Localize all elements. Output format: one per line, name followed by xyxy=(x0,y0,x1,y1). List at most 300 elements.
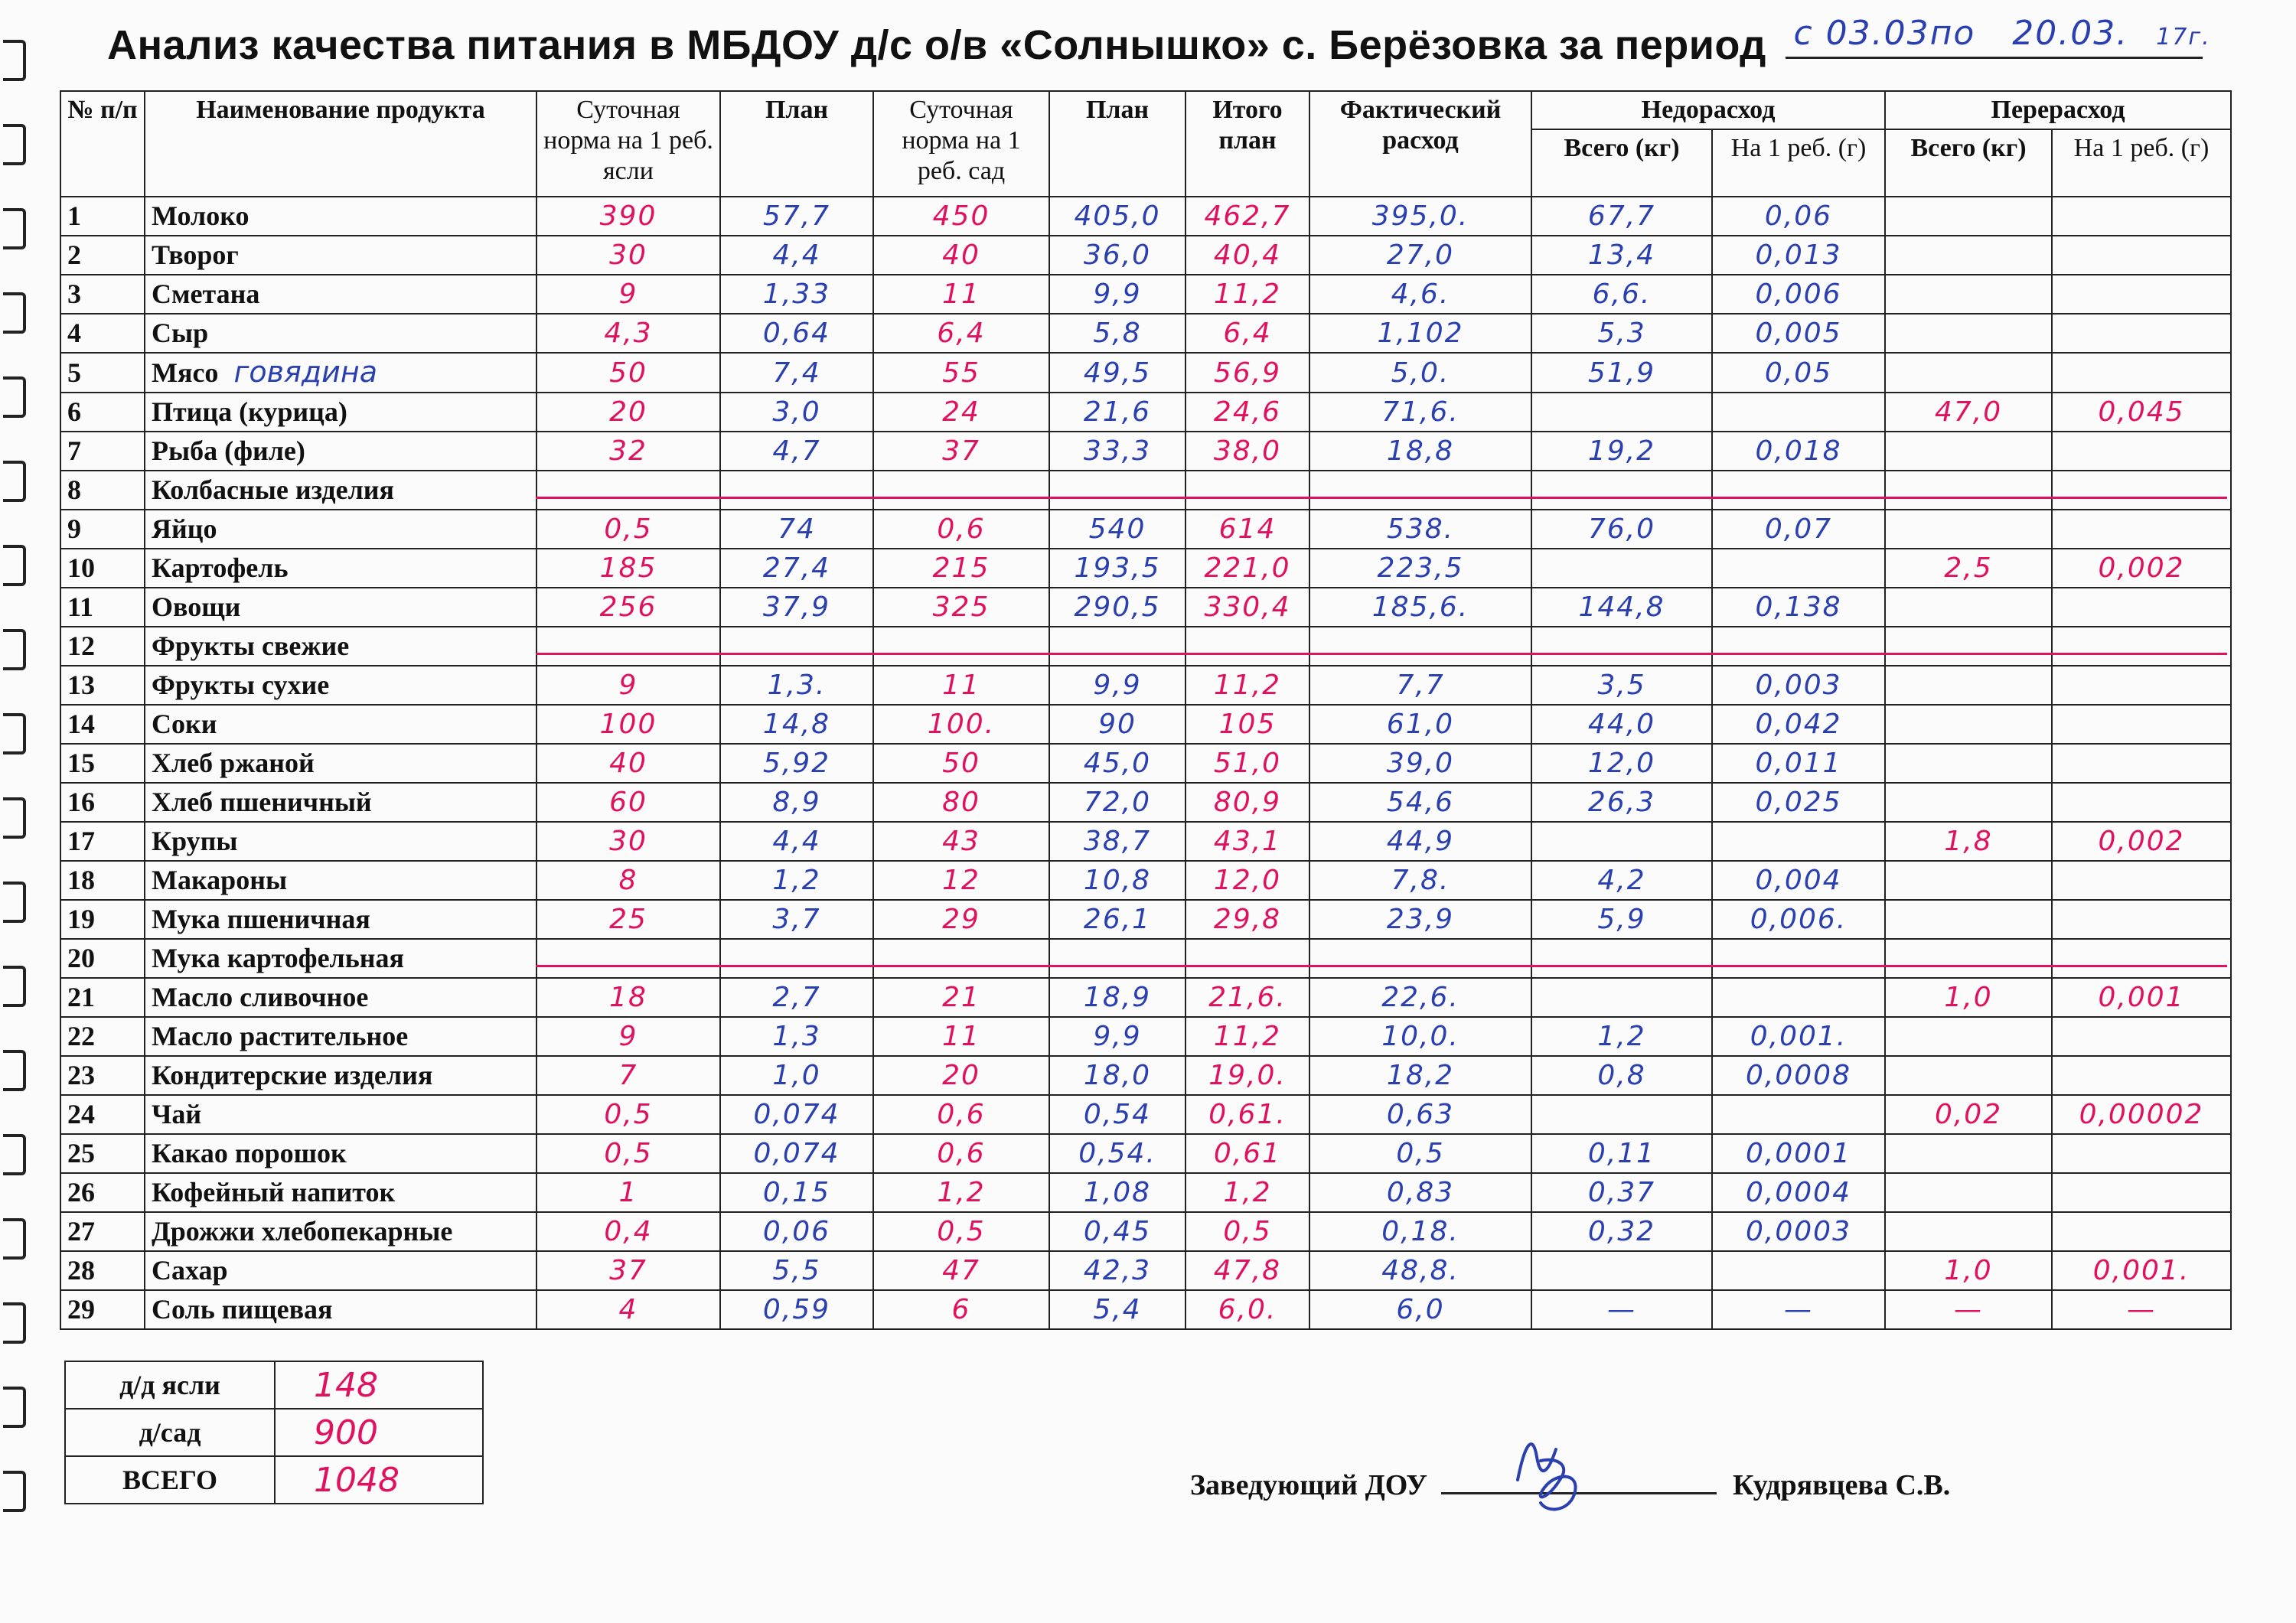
under-per-child-cell-text: — xyxy=(1784,1294,1813,1325)
product-name xyxy=(145,783,536,822)
product-name-text: Мука картофельная xyxy=(152,943,404,973)
plan-yasli-cell xyxy=(720,353,873,393)
row-number xyxy=(60,939,145,978)
over-total-cell xyxy=(1885,1017,2052,1056)
over-total-cell-text: — xyxy=(1954,1294,1984,1325)
plan-yasli-cell-text: 8,9 xyxy=(772,787,821,818)
under-total-cell-text: 1,2 xyxy=(1597,1021,1646,1052)
product-name-text: Масло растительное xyxy=(152,1021,409,1051)
header-underuse: Недорасход xyxy=(1531,91,1885,129)
actual-cell xyxy=(1309,1212,1531,1251)
actual-cell-text: 1,102 xyxy=(1377,318,1464,349)
norm-sad-cell xyxy=(873,744,1049,783)
norm-sad-cell-text: 11 xyxy=(942,279,980,310)
total-plan-cell xyxy=(1186,783,1309,822)
total-plan-cell xyxy=(1186,900,1309,939)
table-row xyxy=(60,588,2231,627)
under-total-cell-text: 5,3 xyxy=(1597,318,1646,349)
norm-yasli-cell xyxy=(536,900,720,939)
plan-yasli-cell xyxy=(720,236,873,275)
row-number xyxy=(60,1095,145,1134)
actual-cell xyxy=(1309,627,1531,666)
under-per-child-cell xyxy=(1712,549,1885,588)
norm-yasli-cell-text: 37 xyxy=(609,1255,647,1286)
norm-yasli-cell xyxy=(536,353,720,393)
plan-yasli-cell xyxy=(720,314,873,353)
plan-sad-cell-text: 21,6 xyxy=(1083,396,1152,428)
over-per-child-cell xyxy=(2052,1056,2231,1095)
row-number-text: 20 xyxy=(67,943,95,973)
total-plan-cell xyxy=(1186,744,1309,783)
plan-yasli-cell xyxy=(720,705,873,744)
plan-yasli-cell xyxy=(720,1095,873,1134)
total-plan-cell-text: 47,8 xyxy=(1213,1255,1282,1286)
norm-yasli-cell xyxy=(536,978,720,1017)
plan-sad-cell-text: 18,0 xyxy=(1083,1060,1152,1091)
plan-sad-cell xyxy=(1049,1095,1186,1134)
total-plan-cell-text: 19,0. xyxy=(1208,1060,1287,1091)
plan-yasli-cell xyxy=(720,1056,873,1095)
plan-sad-cell xyxy=(1049,744,1186,783)
under-per-child-cell xyxy=(1712,705,1885,744)
strike-line xyxy=(536,965,2227,967)
total-plan-cell xyxy=(1186,549,1309,588)
plan-yasli-cell-text: 27,4 xyxy=(762,552,831,584)
under-total-cell-text: 5,9 xyxy=(1597,904,1646,935)
under-total-cell-text: 12,0 xyxy=(1587,748,1656,779)
over-total-cell xyxy=(1885,900,2052,939)
total-plan-cell xyxy=(1186,1173,1309,1212)
under-per-child-cell xyxy=(1712,861,1885,900)
norm-yasli-cell xyxy=(536,510,720,549)
product-name xyxy=(145,978,536,1017)
binding-ring xyxy=(3,1302,26,1344)
under-per-child-cell xyxy=(1712,197,1885,236)
norm-yasli-cell xyxy=(536,1173,720,1212)
under-per-child-cell xyxy=(1712,900,1885,939)
norm-yasli-cell-text: 185 xyxy=(599,552,657,584)
plan-sad-cell-text: 9,9 xyxy=(1093,1021,1142,1052)
product-name-text: Фрукты свежие xyxy=(152,631,350,661)
product-name-text: Соки xyxy=(152,709,217,739)
norm-yasli-cell xyxy=(536,1212,720,1251)
plan-yasli-cell-text: 4,4 xyxy=(772,826,821,857)
plan-yasli-cell-text: 1,2 xyxy=(772,865,821,896)
norm-yasli-cell-text: 0,5 xyxy=(604,513,653,545)
plan-sad-cell-text: 38,7 xyxy=(1083,826,1152,857)
header-product: Наименование продукта xyxy=(145,91,536,197)
over-total-cell xyxy=(1885,822,2052,861)
row-number xyxy=(60,1290,145,1329)
under-total-cell xyxy=(1531,627,1712,666)
plan-yasli-cell xyxy=(720,471,873,510)
table-row xyxy=(60,978,2231,1017)
norm-sad-cell xyxy=(873,471,1049,510)
row-number-text: 10 xyxy=(67,552,95,583)
table-row xyxy=(60,744,2231,783)
product-name xyxy=(145,275,536,314)
children-summary xyxy=(64,1361,484,1504)
table-row xyxy=(60,1056,2231,1095)
norm-sad-cell-text: 55 xyxy=(942,357,980,389)
actual-cell xyxy=(1309,1017,1531,1056)
plan-yasli-cell-text: 1,0 xyxy=(772,1060,821,1091)
over-total-cell xyxy=(1885,705,2052,744)
under-total-cell xyxy=(1531,1017,1712,1056)
plan-sad-cell xyxy=(1049,549,1186,588)
actual-cell-text: 395,0. xyxy=(1371,200,1469,232)
under-per-child-cell xyxy=(1712,432,1885,471)
over-per-child-cell xyxy=(2052,1017,2231,1056)
norm-sad-cell xyxy=(873,549,1049,588)
over-total-cell xyxy=(1885,783,2052,822)
plan-sad-cell-text: 72,0 xyxy=(1083,787,1152,818)
under-total-cell xyxy=(1531,1212,1712,1251)
norm-yasli-cell-text: 18 xyxy=(609,982,647,1013)
over-per-child-cell xyxy=(2052,1134,2231,1173)
row-number xyxy=(60,314,145,353)
norm-sad-cell-text: 37 xyxy=(942,435,980,467)
norm-sad-cell-text: 29 xyxy=(942,904,980,935)
plan-sad-cell xyxy=(1049,627,1186,666)
binding-ring xyxy=(3,797,26,839)
actual-cell-text: 27,0 xyxy=(1386,240,1455,271)
norm-sad-cell-text: 12 xyxy=(942,865,980,896)
actual-cell xyxy=(1309,1056,1531,1095)
plan-yasli-cell xyxy=(720,432,873,471)
norm-sad-cell xyxy=(873,1290,1049,1329)
row-number xyxy=(60,236,145,275)
binding-ring xyxy=(3,1218,26,1260)
product-name xyxy=(145,822,536,861)
binding-ring xyxy=(3,40,26,81)
plan-sad-cell xyxy=(1049,197,1186,236)
row-number-text: 15 xyxy=(67,748,95,778)
norm-sad-cell xyxy=(873,353,1049,393)
plan-yasli-cell-text: 5,92 xyxy=(762,748,831,779)
table-row xyxy=(60,666,2231,705)
norm-sad-cell xyxy=(873,197,1049,236)
under-total-cell-text: 144,8 xyxy=(1578,592,1665,623)
product-name xyxy=(145,1173,536,1212)
total-plan-cell xyxy=(1186,1134,1309,1173)
actual-cell-text: 5,0. xyxy=(1391,357,1450,389)
norm-yasli-cell-text: 50 xyxy=(609,357,647,389)
over-total-cell-text: 47,0 xyxy=(1934,396,2003,428)
norm-yasli-cell xyxy=(536,1095,720,1134)
row-number-text: 13 xyxy=(67,670,95,700)
over-total-cell-text: 2,5 xyxy=(1944,552,1993,584)
total-plan-cell-text: 1,2 xyxy=(1223,1177,1272,1208)
under-per-child-cell xyxy=(1712,314,1885,353)
total-plan-cell xyxy=(1186,1056,1309,1095)
over-total-cell xyxy=(1885,939,2052,978)
total-plan-cell xyxy=(1186,314,1309,353)
total-plan-cell-text: 462,7 xyxy=(1204,200,1291,232)
over-total-cell xyxy=(1885,353,2052,393)
actual-cell-text: 185,6. xyxy=(1371,592,1469,623)
table-row xyxy=(60,471,2231,510)
row-number-text: 25 xyxy=(67,1138,95,1168)
norm-yasli-cell-text: 25 xyxy=(609,904,647,935)
norm-sad-cell xyxy=(873,236,1049,275)
norm-yasli-cell-text: 32 xyxy=(609,435,647,467)
under-per-child-cell-text: 0,003 xyxy=(1755,670,1842,701)
product-name-text: Картофель xyxy=(152,552,289,583)
binding-ring xyxy=(3,1387,26,1428)
norm-sad-cell xyxy=(873,314,1049,353)
under-per-child-cell xyxy=(1712,1134,1885,1173)
plan-yasli-cell xyxy=(720,744,873,783)
norm-yasli-cell-text: 40 xyxy=(609,748,647,779)
norm-yasli-cell xyxy=(536,627,720,666)
actual-cell-text: 22,6. xyxy=(1381,982,1459,1013)
norm-sad-cell xyxy=(873,510,1049,549)
row-number xyxy=(60,783,145,822)
under-total-cell xyxy=(1531,432,1712,471)
plan-yasli-cell xyxy=(720,549,873,588)
total-plan-cell-text: 12,0 xyxy=(1213,865,1282,896)
plan-sad-cell xyxy=(1049,666,1186,705)
over-per-child-cell xyxy=(2052,822,2231,861)
norm-sad-cell-text: 0,6 xyxy=(937,513,986,545)
norm-sad-cell xyxy=(873,588,1049,627)
total-plan-cell xyxy=(1186,861,1309,900)
plan-yasli-cell-text: 0,074 xyxy=(753,1138,840,1169)
table-row xyxy=(60,314,2231,353)
norm-sad-cell xyxy=(873,861,1049,900)
plan-yasli-cell xyxy=(720,1017,873,1056)
norm-sad-cell xyxy=(873,783,1049,822)
total-plan-cell xyxy=(1186,939,1309,978)
under-total-cell xyxy=(1531,939,1712,978)
header-under-per-child: На 1 реб. (г) xyxy=(1712,129,1885,197)
actual-cell xyxy=(1309,744,1531,783)
under-per-child-cell xyxy=(1712,939,1885,978)
summary-row xyxy=(65,1409,483,1456)
norm-sad-cell-text: 43 xyxy=(942,826,980,857)
row-number xyxy=(60,1017,145,1056)
norm-yasli-cell-text: 256 xyxy=(599,592,657,623)
plan-yasli-cell-text: 0,59 xyxy=(762,1294,831,1325)
under-per-child-cell xyxy=(1712,744,1885,783)
over-total-cell xyxy=(1885,510,2052,549)
under-total-cell-text: 67,7 xyxy=(1587,200,1656,232)
norm-sad-cell xyxy=(873,900,1049,939)
under-total-cell xyxy=(1531,1056,1712,1095)
binding-ring xyxy=(3,966,26,1007)
over-total-cell xyxy=(1885,1134,2052,1173)
total-plan-cell-text: 0,61 xyxy=(1213,1138,1282,1169)
actual-cell-text: 0,83 xyxy=(1386,1177,1455,1208)
norm-sad-cell xyxy=(873,1095,1049,1134)
product-name xyxy=(145,1056,536,1095)
over-total-cell xyxy=(1885,314,2052,353)
norm-yasli-cell xyxy=(536,939,720,978)
over-per-child-cell xyxy=(2052,275,2231,314)
norm-yasli-cell-text: 0,5 xyxy=(604,1099,653,1130)
binding-ring xyxy=(3,208,26,249)
plan-yasli-cell-text: 14,8 xyxy=(762,709,831,740)
handwritten-signature xyxy=(1502,1426,1609,1518)
total-plan-cell xyxy=(1186,1212,1309,1251)
actual-cell xyxy=(1309,1095,1531,1134)
under-total-cell xyxy=(1531,1251,1712,1290)
under-total-cell-text: 51,9 xyxy=(1587,357,1656,389)
plan-sad-cell-text: 9,9 xyxy=(1093,670,1142,701)
product-name-text: Яйцо xyxy=(152,513,217,544)
norm-sad-cell xyxy=(873,275,1049,314)
under-per-child-cell xyxy=(1712,627,1885,666)
row-number-text: 21 xyxy=(67,982,95,1012)
table-row xyxy=(60,1173,2231,1212)
total-plan-cell-text: 40,4 xyxy=(1213,240,1282,271)
binding-ring xyxy=(3,882,26,923)
actual-cell xyxy=(1309,471,1531,510)
over-total-cell-text: 1,8 xyxy=(1944,826,1993,857)
row-number-text: 11 xyxy=(67,592,94,622)
plan-sad-cell-text: 0,54. xyxy=(1078,1138,1156,1169)
row-number xyxy=(60,861,145,900)
plan-sad-cell-text: 5,4 xyxy=(1093,1294,1142,1325)
product-name-text: Фрукты сухие xyxy=(152,670,330,700)
header-actual: Фактический расход xyxy=(1309,91,1531,197)
under-per-child-cell-text: 0,06 xyxy=(1764,200,1833,232)
total-plan-cell-text: 330,4 xyxy=(1204,592,1291,623)
actual-cell xyxy=(1309,236,1531,275)
total-plan-cell-text: 0,5 xyxy=(1223,1216,1272,1247)
norm-yasli-cell-text: 30 xyxy=(609,240,647,271)
row-number-text: 8 xyxy=(67,474,81,505)
product-name xyxy=(145,1290,536,1329)
plan-sad-cell xyxy=(1049,588,1186,627)
summary-row xyxy=(65,1361,483,1409)
plan-sad-cell-text: 0,54 xyxy=(1083,1099,1152,1130)
under-per-child-cell xyxy=(1712,666,1885,705)
norm-sad-cell xyxy=(873,1173,1049,1212)
total-plan-cell xyxy=(1186,236,1309,275)
under-per-child-cell-text: 0,138 xyxy=(1755,592,1842,623)
product-name-text: Соль пищевая xyxy=(152,1294,333,1325)
product-name xyxy=(145,1251,536,1290)
actual-cell-text: 4,6. xyxy=(1391,279,1450,310)
binding-ring xyxy=(3,1471,26,1512)
row-number xyxy=(60,744,145,783)
norm-sad-cell-text: 47 xyxy=(942,1255,980,1286)
plan-yasli-cell xyxy=(720,1251,873,1290)
norm-yasli-cell-text: 9 xyxy=(618,670,638,701)
norm-yasli-cell-text: 60 xyxy=(609,787,647,818)
over-per-child-cell xyxy=(2052,588,2231,627)
norm-yasli-cell-text: 1 xyxy=(618,1177,638,1208)
total-plan-cell xyxy=(1186,471,1309,510)
norm-yasli-cell xyxy=(536,471,720,510)
over-per-child-cell xyxy=(2052,666,2231,705)
over-total-cell xyxy=(1885,1212,2052,1251)
norm-sad-cell xyxy=(873,666,1049,705)
period-year: 17г. xyxy=(2156,24,2211,51)
over-total-cell xyxy=(1885,978,2052,1017)
row-number xyxy=(60,705,145,744)
binding-ring xyxy=(3,1050,26,1091)
under-total-cell xyxy=(1531,1290,1712,1329)
product-name-text: Макароны xyxy=(152,865,288,895)
signature-block xyxy=(1190,1462,1950,1502)
over-per-child-cell xyxy=(2052,744,2231,783)
product-name xyxy=(145,549,536,588)
product-name xyxy=(145,627,536,666)
actual-cell-text: 23,9 xyxy=(1386,904,1455,935)
under-total-cell xyxy=(1531,353,1712,393)
row-number-text: 27 xyxy=(67,1216,95,1247)
actual-cell xyxy=(1309,432,1531,471)
plan-sad-cell-text: 26,1 xyxy=(1083,904,1152,935)
plan-yasli-cell-text: 74 xyxy=(778,513,816,545)
plan-yasli-cell-text: 7,4 xyxy=(772,357,821,389)
summary-row xyxy=(65,1456,483,1504)
over-per-child-cell-text: 0,045 xyxy=(2098,396,2185,428)
table-row xyxy=(60,627,2231,666)
norm-sad-cell-text: 40 xyxy=(942,240,980,271)
binding-ring xyxy=(3,292,26,334)
summary-label: ВСЕГО xyxy=(65,1456,275,1504)
over-per-child-cell-text: 0,001. xyxy=(2092,1255,2190,1286)
over-per-child-cell xyxy=(2052,861,2231,900)
total-plan-cell xyxy=(1186,1290,1309,1329)
product-name xyxy=(145,471,536,510)
over-total-cell xyxy=(1885,197,2052,236)
row-number-text: 3 xyxy=(67,279,81,309)
row-number xyxy=(60,432,145,471)
plan-sad-cell xyxy=(1049,1212,1186,1251)
actual-cell xyxy=(1309,353,1531,393)
row-number-text: 14 xyxy=(67,709,95,739)
plan-sad-cell xyxy=(1049,1056,1186,1095)
plan-yasli-cell xyxy=(720,1173,873,1212)
plan-yasli-cell xyxy=(720,1290,873,1329)
total-plan-cell-text: 29,8 xyxy=(1213,904,1282,935)
norm-sad-cell xyxy=(873,393,1049,432)
norm-sad-cell xyxy=(873,432,1049,471)
actual-cell-text: 6,0 xyxy=(1396,1294,1445,1325)
under-per-child-cell xyxy=(1712,1056,1885,1095)
over-per-child-cell-text: — xyxy=(2127,1294,2157,1325)
plan-yasli-cell-text: 0,15 xyxy=(762,1177,831,1208)
plan-sad-cell xyxy=(1049,783,1186,822)
product-name xyxy=(145,393,536,432)
norm-yasli-cell xyxy=(536,1134,720,1173)
plan-sad-cell xyxy=(1049,705,1186,744)
plan-sad-cell xyxy=(1049,353,1186,393)
over-total-cell-text: 0,02 xyxy=(1934,1099,2003,1130)
summary-label: д/д ясли xyxy=(65,1361,275,1409)
actual-cell xyxy=(1309,861,1531,900)
table-row xyxy=(60,861,2231,900)
product-name-text: Творог xyxy=(152,240,239,270)
over-per-child-cell xyxy=(2052,939,2231,978)
norm-yasli-cell xyxy=(536,1251,720,1290)
norm-sad-cell-text: 21 xyxy=(942,982,980,1013)
norm-sad-cell-text: 325 xyxy=(932,592,990,623)
over-total-cell xyxy=(1885,666,2052,705)
total-plan-cell xyxy=(1186,1017,1309,1056)
over-total-cell xyxy=(1885,549,2052,588)
under-total-cell-text: 3,5 xyxy=(1597,670,1646,701)
strike-line xyxy=(536,653,2227,655)
product-name-text: Хлеб ржаной xyxy=(152,748,315,778)
plan-yasli-cell xyxy=(720,861,873,900)
total-plan-cell xyxy=(1186,978,1309,1017)
